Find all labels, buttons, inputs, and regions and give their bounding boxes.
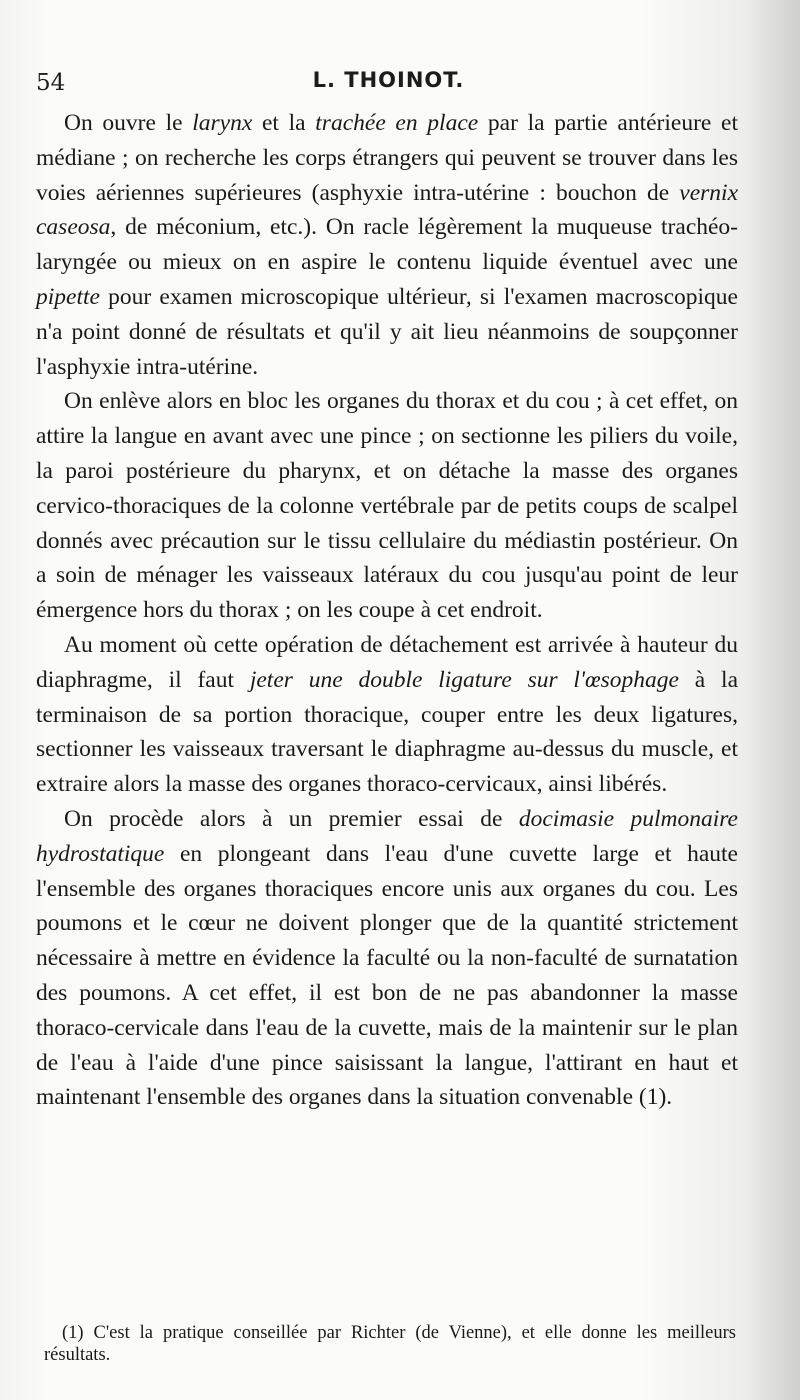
italic-phrase: docimasie pulmonaire hydrostatique bbox=[36, 805, 738, 867]
italic-phrase: trachée en place bbox=[315, 110, 479, 136]
text-run: , de méconium, etc.). On racle légèrement la muqueuse trachéo-laryngée ou mieux on en aspire le contenu liquide éventuel avec une bbox=[36, 214, 738, 276]
running-head: L. THOINOT. bbox=[312, 68, 465, 92]
text-run: On procède alors à un premier essai de bbox=[64, 805, 519, 832]
text-run: pour examen microscopique ultérieur, si l'examen macroscopique n'a point donné de résultats et qu'il y ait lieu néanmoins de soupçonner l'asphyxie intra-utérine. bbox=[36, 283, 738, 380]
text-run: On ouvre le bbox=[64, 110, 193, 136]
paragraph-3 bbox=[36, 628, 738, 802]
text-run: par la partie antérieure et médiane ; on recherche les corps étrangers qui peuvent se trouver dans les voies aériennes supérieures (asphyxie intra-utérine : bouchon de bbox=[36, 110, 738, 206]
italic-phrase: pipette bbox=[36, 283, 100, 310]
text-run: Au moment où cette opération de détachement est arrivée à hauteur du diaphragme, il faut bbox=[36, 631, 738, 693]
italic-phrase: vernix caseosa bbox=[36, 179, 738, 241]
paragraph-1 bbox=[36, 106, 738, 384]
page-header bbox=[36, 66, 741, 102]
paragraph-2 bbox=[36, 384, 738, 628]
italic-phrase: larynx bbox=[192, 110, 253, 136]
text-run: et la bbox=[252, 110, 316, 136]
text-run: en plongeant dans l'eau d'une cuvette large et haute l'ensemble des organes thoraciques encore unis aux organes du cou. Les poumons et le cœur ne doivent plonger que de la quantité strictement nécessaire à mettre en évidence la faculté ou la non-faculté de surnatation des poumons. A cet effet, il est bon de ne pas abandonner la masse thoraco-cervicale dans l'eau de la cuvette, mais de la maintenir sur le plan de l'eau à l'aide d'une pince saisissant la langue, l'attirant en haut et maintenant l'ensemble des organes dans la situation convenable (1). bbox=[36, 840, 738, 1111]
footnote: (1) C'est la pratique conseillée par Richter (de Vienne), et elle donne les meilleurs résultats. bbox=[44, 1323, 736, 1365]
page-number: 54 bbox=[36, 70, 66, 96]
text-run: à la terminaison de sa portion thoracique, couper entre les deux ligatures, sectionner les vaisseaux traversant le diaphragme au-dessus du muscle, et extraire alors la masse des organes thoraco-cervicaux, ainsi libérés. bbox=[36, 666, 738, 798]
paragraph-4 bbox=[36, 802, 738, 1115]
text-run: On enlève alors en bloc les organes du thorax et du cou ; à cet effet, on attire la langue en avant avec une pince ; on sectionne les piliers du voile, la paroi postérieure du pharynx, et on détache la masse des organes cervico-thoraciques de la colonne vertébrale par de petits coups de scalpel donnés avec précaution sur le tissu cellulaire du médiastin postérieur. On a soin de ménager les vaisseaux latéraux du cou jusqu'au point de leur émergence hors du thorax ; on les coupe à cet endroit. bbox=[36, 388, 738, 624]
body-text bbox=[36, 106, 738, 1115]
italic-phrase: jeter une double ligature sur l'œsophage bbox=[249, 666, 679, 693]
